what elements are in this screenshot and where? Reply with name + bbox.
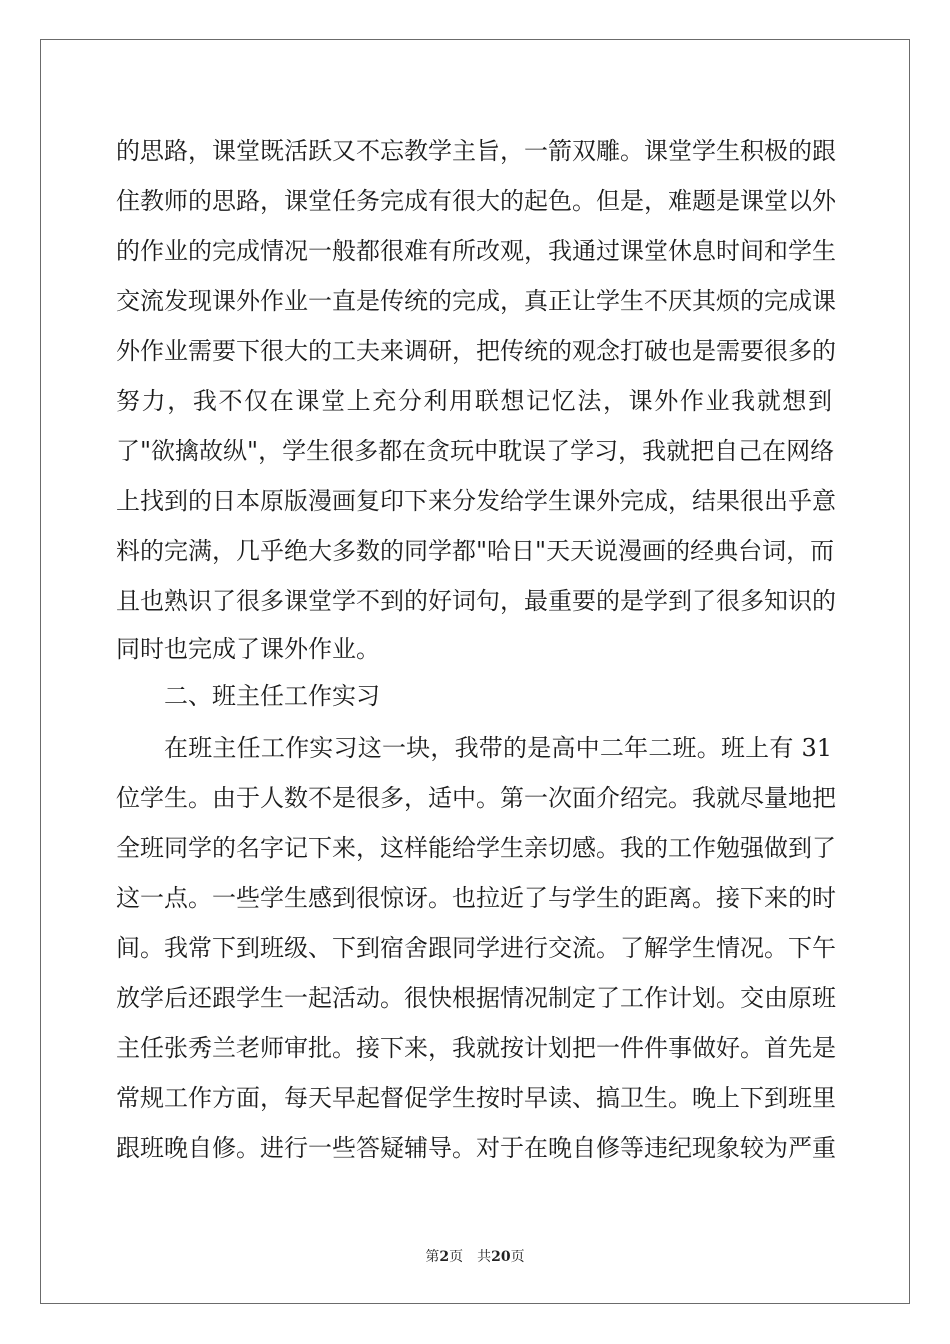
text-line: 住教师的思路，课堂任务完成有很大的起色。但是，难题是课堂以外 (116, 187, 836, 215)
text-line: 间。我常下到班级、下到宿舍跟同学进行交流。了解学生情况。下午 (116, 934, 836, 962)
text-line: 外作业需要下很大的工夫来调研，把传统的观念打破也是需要很多的 (116, 337, 836, 365)
page-border (40, 39, 910, 1304)
section-heading: 二、班主任工作实习 (164, 682, 380, 710)
text-line: 交流发现课外作业一直是传统的完成，真正让学生不厌其烦的完成课 (116, 287, 836, 315)
page-number: 2 (439, 1249, 450, 1265)
text-line: 主任张秀兰老师审批。接下来，我就按计划把一件件事做好。首先是 (116, 1034, 836, 1062)
text-line: 常规工作方面，每天早起督促学生按时早读、搞卫生。晚上下到班里 (116, 1084, 836, 1112)
text-line: 放学后还跟学生一起活动。很快根据情况制定了工作计划。交由原班 (116, 984, 836, 1012)
text-line: 这一点。一些学生感到很惊讶。也拉近了与学生的距离。接下来的时 (116, 884, 836, 912)
text-line: 位学生。由于人数不是很多，适中。第一次面介绍完。我就尽量地把 (116, 784, 836, 812)
text-line: 料的完满，几乎绝大多数的同学都"哈日"天天说漫画的经典台词，而 (116, 537, 835, 565)
text-line: 的思路，课堂既活跃又不忘教学主旨，一箭双雕。课堂学生积极的跟 (116, 137, 836, 165)
page-prefix: 第 (425, 1249, 440, 1265)
text-line: 且也熟识了很多课堂学不到的好词句，最重要的是学到了很多知识的 (116, 587, 836, 615)
text-line: 努力，我不仅在课堂上充分利用联想记忆法，课外作业我就想到 (116, 387, 832, 415)
text-line: 的作业的完成情况一般都很难有所改观，我通过课堂休息时间和学生 (116, 237, 836, 265)
text-line: 同时也完成了课外作业。 (116, 635, 380, 663)
page-suffix: 页 (449, 1249, 464, 1265)
total-suffix: 页 (510, 1249, 525, 1265)
total-prefix: 共 (477, 1249, 492, 1265)
total-pages: 20 (491, 1249, 511, 1265)
text-line: 上找到的日本原版漫画复印下来分发给学生课外完成，结果很出乎意 (116, 487, 836, 515)
text-line: 了"欲擒故纵"，学生很多都在贪玩中耽误了学习，我就把自己在网络 (116, 437, 835, 465)
text-line: 在班主任工作实习这一块，我带的是高中二年二班。班上有 31 (164, 734, 832, 762)
text-line: 全班同学的名字记下来，这样能给学生亲切感。我的工作勉强做到了 (116, 834, 836, 862)
page-footer (0, 1247, 950, 1267)
text-line: 跟班晚自修。进行一些答疑辅导。对于在晚自修等违纪现象较为严重 (116, 1134, 836, 1162)
